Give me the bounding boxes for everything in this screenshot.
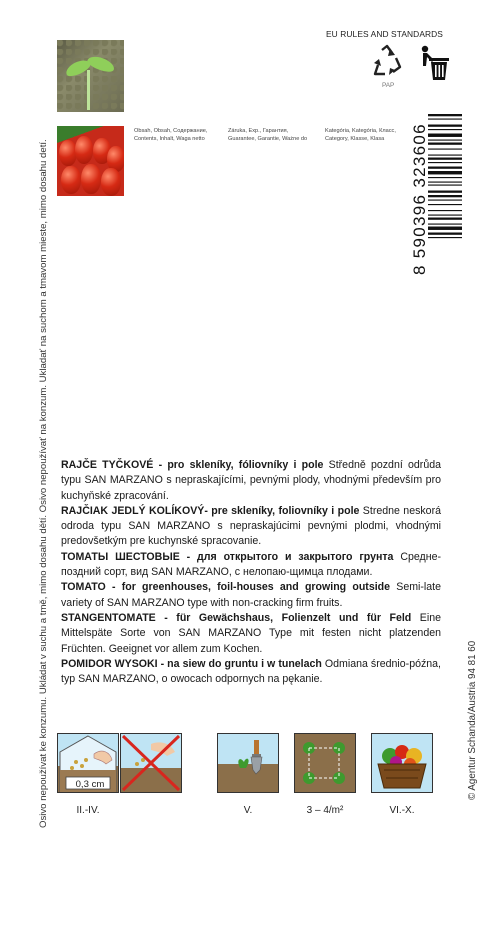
variety-descriptions	[61, 458, 441, 687]
eu-rules-title: EU RULES AND STANDARDS	[326, 29, 443, 39]
desc-czech: RAJČE TYČKOVÉ - pro skleníky, fóliovníky i pole Středně pozdní odrůda typu SAN MARZANO s nepraskajícími, pevnými plody, vhodnými především pro kuchyňské zpracování.	[61, 459, 441, 502]
plant-spacing-icon	[294, 733, 356, 793]
storage-notice: Osivo nepoužívat ke konzumu. Ukládat v suchu a tmě, mimo dosahu dětí. Osivo nepoužívať na konzum. Ukladať na suchom a tmavom mieste, mimo dosahu detí.	[38, 139, 49, 828]
copyright-notice: © Agentur Schanda/Austria 94 81 60	[467, 640, 478, 800]
seedling-photo	[57, 40, 124, 112]
harvest-basket-icon	[371, 733, 433, 793]
harvest-period-label: VI.-X.	[389, 805, 415, 816]
planting-month-label: V.	[243, 805, 253, 816]
pap-label: PAP	[382, 82, 395, 89]
planting-out-icon	[217, 733, 279, 793]
sowing-depth-label: 0,3 cm	[75, 779, 105, 790]
guarantee-label: Záruka, Exp., Гарантия, Guarantee, Garantie, Ważne do	[228, 128, 308, 142]
trash-bin-icon	[414, 44, 454, 84]
desc-polish: POMIDOR WYSOKI - na siew do gruntu i w tunelach Odmiana średnio-późna, typ SAN MARZANO, o owocach odpornych na pękanie.	[61, 657, 442, 686]
side-text-right	[467, 595, 500, 800]
plants-per-m2-label: 3 – 4/m²	[306, 805, 344, 816]
desc-russian: ТОМАТЫ ШЕСТОВЫЕ - для открытого и закрытого грунта Средне-поздний сорт, вид SAN MARZANO, с нелопаю-щимца плодами.	[61, 550, 441, 579]
tomato-fruits-photo	[57, 126, 124, 196]
no-direct-sowing-icon	[120, 733, 182, 793]
sowing-greenhouse-icon	[57, 733, 119, 793]
desc-german: STANGENTOMATE - für Gewächshaus, Folienzelt und für Feld Eine Mittelspäte Sorte von SAN MARZANO Type mit festen nicht platzenden Früchten. Geeignet vor allem zum Kochen.	[61, 611, 441, 655]
desc-slovak: RAJČIAK JEDLÝ KOLÍKOVÝ- pre skleníky, foliovníky i pole Stredne neskorá odroda typu SAN MARZANO s nepraskajúcimi pevnými plodmi, vhodnými predovšetkým pre kuchynské spracovanie.	[61, 504, 441, 548]
desc-english: TOMATO - for greenhouses, foil-houses and growing outside Semi-late variety of SAN MARZANO type with non-cracking firm fruits.	[61, 581, 441, 609]
recycle-icon	[371, 44, 403, 80]
contents-label: Obsah, Obsah, Содержание, Contents, Inhalt, Waga netto	[134, 128, 208, 142]
category-label: Kategória, Kategória, Класс, Category, Klasse, Klasa	[325, 128, 396, 142]
sowing-period-label: II.-IV.	[76, 805, 100, 816]
